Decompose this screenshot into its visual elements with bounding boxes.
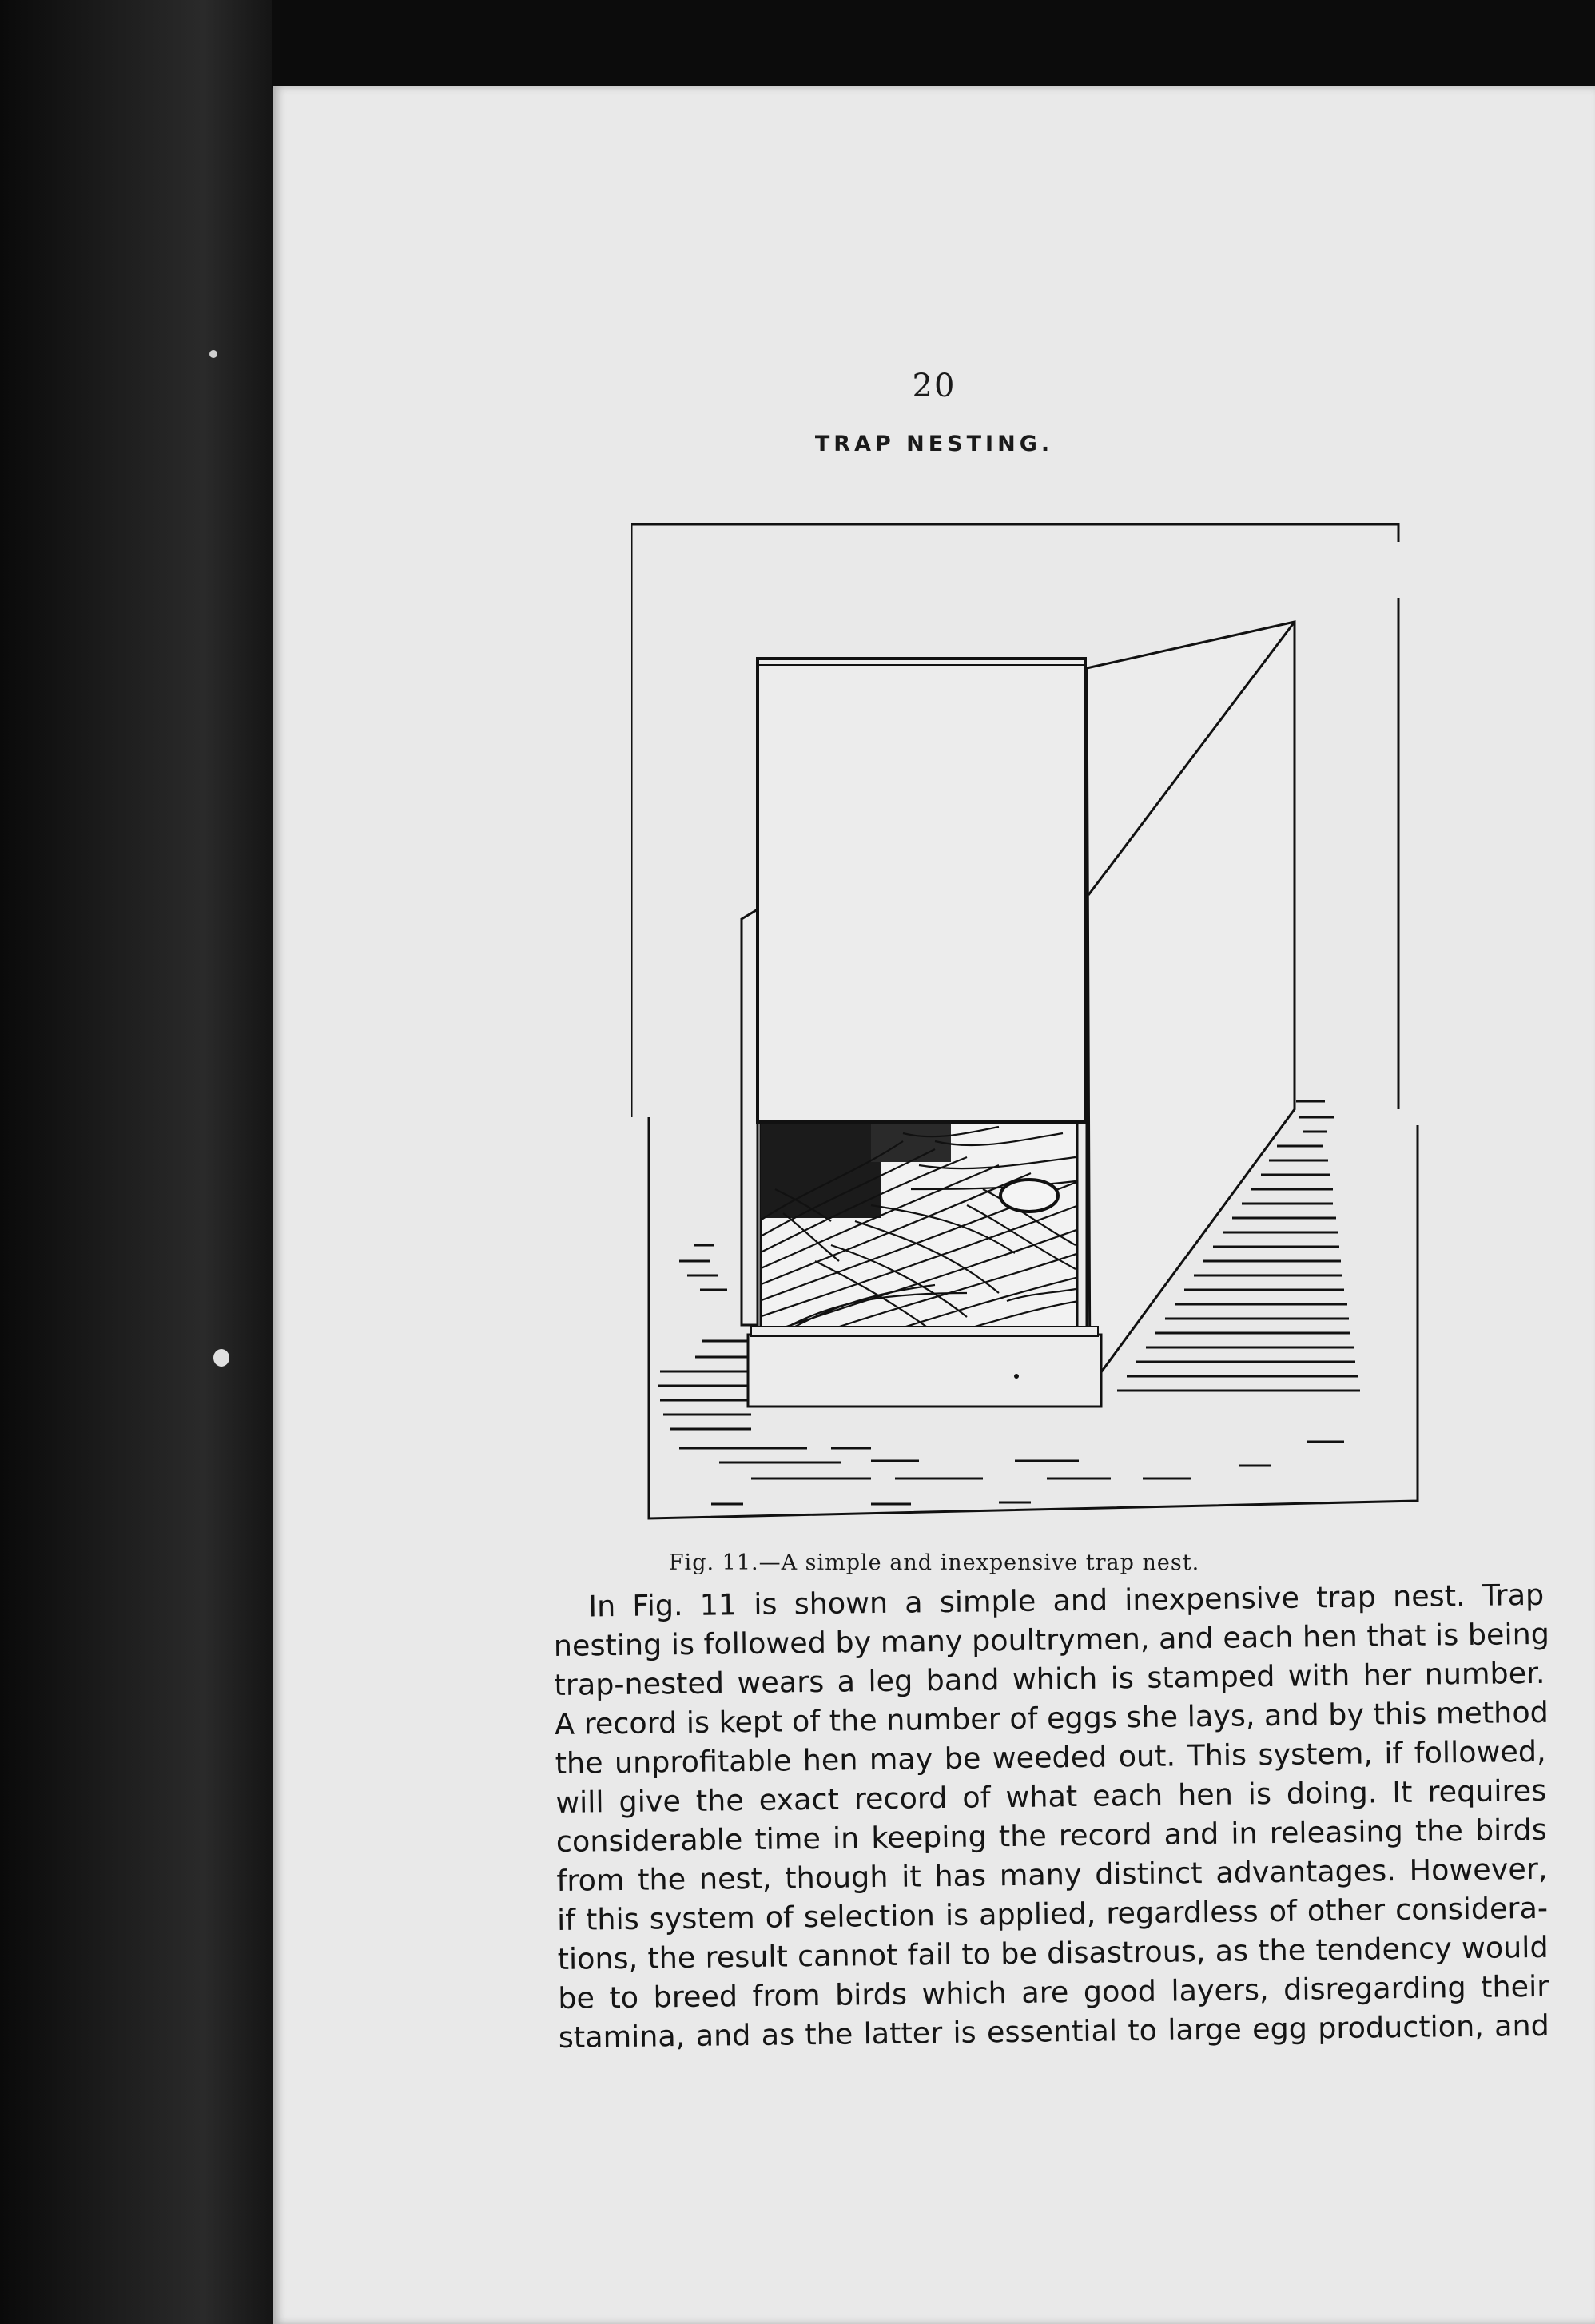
body-paragraph: [553, 1575, 1549, 2057]
egg: [1000, 1180, 1058, 1212]
paragraph-line: tions, the result cannot fail to be disastrous, as the tendency would: [557, 1929, 1549, 1976]
paragraph-line: will give the exact record of what each hen is doing. It requires: [555, 1773, 1547, 1820]
frame-top-edge: [631, 524, 1398, 542]
paragraph-line: stamina, and as the latter is essential to large egg production, and: [558, 2008, 1550, 2055]
base-board-nail: [1014, 1374, 1019, 1379]
front-base-board: [748, 1335, 1101, 1407]
paragraph-line: trap-nested wears a leg band which is stamped with her number.: [554, 1655, 1545, 1702]
page-number: 20: [912, 368, 957, 404]
book-binding-shadow: [0, 0, 272, 2324]
nest-box-front-lid: [758, 659, 1085, 1122]
paragraph-line: be to breed from birds which are good layers, disregarding their: [558, 1968, 1549, 2016]
paragraph-line: from the nest, though it has many distinct advantages. However,: [556, 1851, 1548, 1898]
paragraph-line: considerable time in keeping the record and in releasing the birds: [555, 1812, 1548, 1859]
trap-nest-illustration: [631, 502, 1450, 1533]
paragraph-line: the unprofitable hen may be weeded out. This system, if followed,: [555, 1733, 1546, 1781]
book-page: [273, 86, 1595, 2324]
paragraph-line: if this system of selection is applied, regardless of other considera-: [556, 1890, 1549, 1937]
paragraph-line: In Fig. 11 is shown a simple and inexpensive trap nest. Trap: [588, 1577, 1545, 1624]
base-board-lip: [751, 1327, 1098, 1336]
floor-dashes: [679, 1442, 1344, 1504]
floor-hatching-left: [658, 1245, 751, 1429]
paragraph-line: A record is kept of the number of eggs she lays, and by this method: [554, 1694, 1549, 1741]
scan-speck: [209, 350, 217, 358]
scan-speck: [213, 1349, 229, 1367]
figure-caption: Fig. 11.—A simple and inexpensive trap nest.: [668, 1550, 1200, 1575]
paragraph-line: nesting is followed by many poultrymen, and each hen that is being: [553, 1616, 1550, 1663]
left-back-post: [742, 909, 758, 1325]
trap-nest-drawing: [631, 502, 1450, 1533]
nest-box-side-panel: [1087, 622, 1295, 1387]
running-head: TRAP NESTING.: [814, 432, 1054, 456]
